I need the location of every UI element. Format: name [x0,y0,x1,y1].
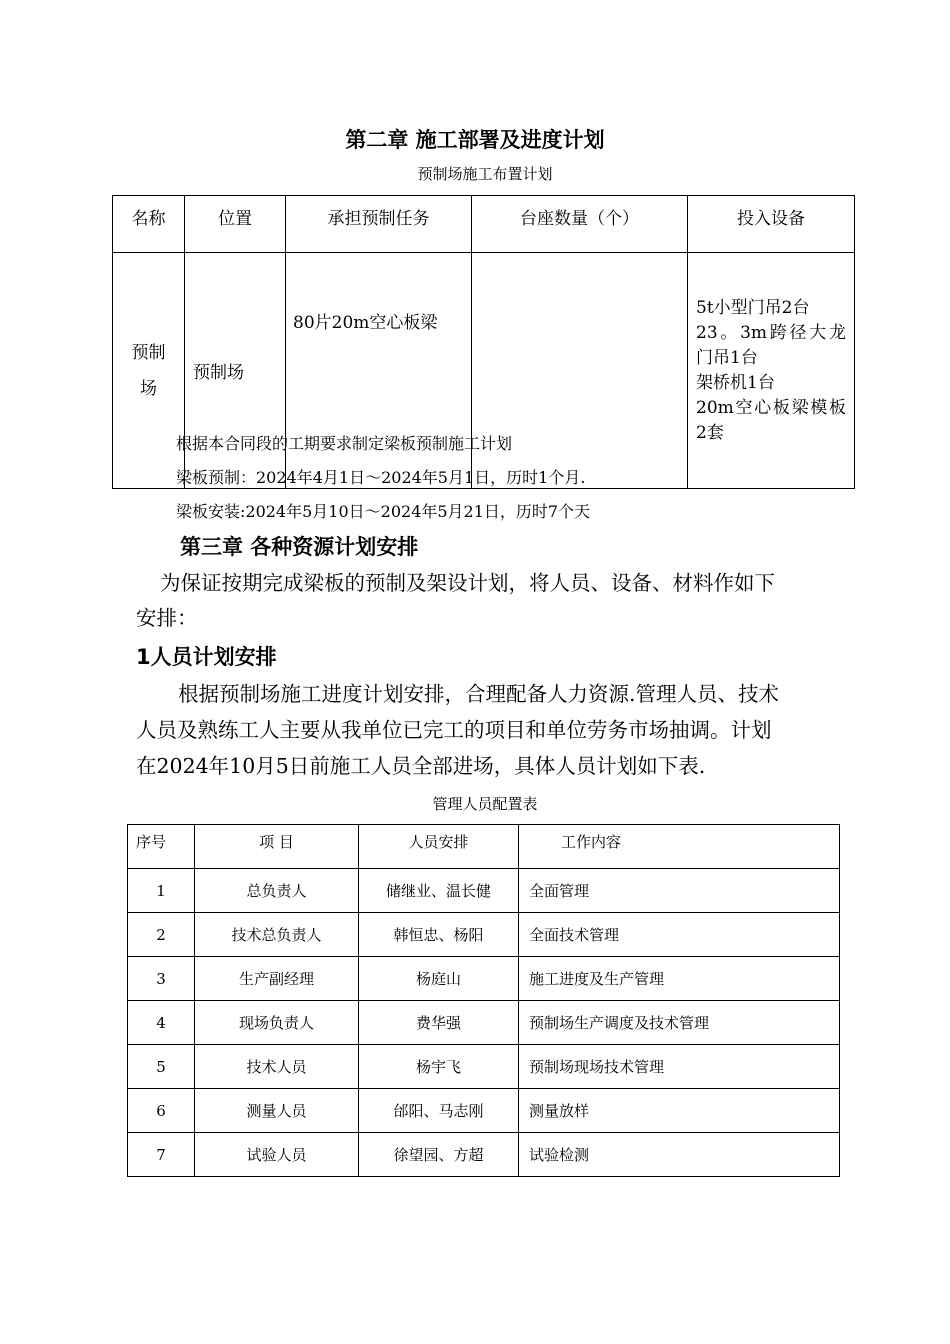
staffing-paragraph-line2: 人员及熟练工人主要从我单位已完工的项目和单位劳务市场抽调。计划 [136,718,772,742]
header-cell-position: 位置 [185,196,286,253]
cell-duty: 全面技术管理 [519,913,840,957]
header-cell-duty: 工作内容 [519,825,840,869]
cell-duty: 预制场现场技术管理 [519,1045,840,1089]
cell-item: 试验人员 [195,1133,359,1177]
header-cell-item: 项 目 [195,825,359,869]
staffing-paragraph-line3: 在2024年10月5日前施工人员全部进场，具体人员计划如下表. [136,754,706,778]
chapter-3-title: 第三章 各种资源计划安排 [180,535,419,559]
header-cell-count: 台座数量（个） [472,196,688,253]
header-cell-personnel: 人员安排 [359,825,519,869]
equipment-item: 架桥机1台 [696,372,775,393]
cell-duty: 施工进度及生产管理 [519,957,840,1001]
cell-index: 3 [128,957,195,1001]
cell-index: 7 [128,1133,195,1177]
install-schedule-text: 梁板安装:2024年5月10日～2024年5月21日，历时7个天 [176,502,591,521]
table-row [128,1089,840,1133]
cell-index: 6 [128,1089,195,1133]
table-row [128,1045,840,1089]
table-row [128,1133,840,1177]
cell-personnel: 储继业、温长健 [359,869,519,913]
section-1-title: 1人员计划安排 [136,645,277,669]
cell-personnel: 费华强 [359,1001,519,1045]
equipment-item: 5t小型门吊2台 [696,297,810,318]
cell-index: 5 [128,1045,195,1089]
cell-index: 4 [128,1001,195,1045]
table-header-row [128,825,840,869]
header-cell-equipment: 投入设备 [688,196,855,253]
cell-personnel: 杨宇飞 [359,1045,519,1089]
chapter-3-intro-line1: 为保证按期完成梁板的预制及架设计划，将人员、设备、材料作如下 [160,571,775,595]
cell-position: 预制场 [185,253,286,489]
cell-name-line2: 场 [140,378,157,399]
prefab-schedule-text: 梁板预制：2024年4月1日～2024年5月1日，历时1个月. [176,468,586,487]
cell-item: 生产副经理 [195,957,359,1001]
header-cell-task: 承担预制任务 [286,196,472,253]
cell-personnel: 邰阳、马志刚 [359,1089,519,1133]
cell-duty: 试验检测 [519,1133,840,1177]
header-cell-index: 序号 [128,825,195,869]
cell-duty: 测量放样 [519,1089,840,1133]
cell-duty: 预制场生产调度及技术管理 [519,1001,840,1045]
cell-item: 技术人员 [195,1045,359,1089]
cell-item: 总负责人 [195,869,359,913]
cell-duty: 全面管理 [519,869,840,913]
chapter-2-title: 第二章 施工部署及进度计划 [345,128,605,152]
cell-item: 技术总负责人 [195,913,359,957]
cell-equipment [688,253,855,489]
header-cell-name: 名称 [113,196,185,253]
cell-index: 2 [128,913,195,957]
table-row [128,1001,840,1045]
table-row [128,869,840,913]
cell-personnel: 徐望园、方超 [359,1133,519,1177]
staffing-paragraph-line1: 根据预制场施工进度计划安排，合理配备人力资源.管理人员、技术 [178,682,780,706]
table-header-row [113,196,855,253]
plan-intro-text: 根据本合同段的工期要求制定梁板预制施工计划 [176,434,513,453]
cell-name [113,253,185,489]
chapter-3-intro-line2: 安排： [136,606,198,630]
staff-table [127,824,840,1177]
table-row [128,913,840,957]
staff-table-caption: 管理人员配置表 [432,795,538,813]
cell-item: 测量人员 [195,1089,359,1133]
cell-item: 现场负责人 [195,1001,359,1045]
cell-name-line1: 预制 [131,342,166,363]
equipment-item: 23。3m跨径大龙门吊1台 [696,322,846,368]
cell-task: 80片20m空心板梁 [286,253,472,489]
cell-personnel: 杨庭山 [359,957,519,1001]
layout-table-caption: 预制场施工布置计划 [417,165,553,183]
equipment-item: 20m空心板梁模板2套 [696,397,846,443]
cell-personnel: 韩恒忠、杨阳 [359,913,519,957]
table-row [128,957,840,1001]
cell-index: 1 [128,869,195,913]
